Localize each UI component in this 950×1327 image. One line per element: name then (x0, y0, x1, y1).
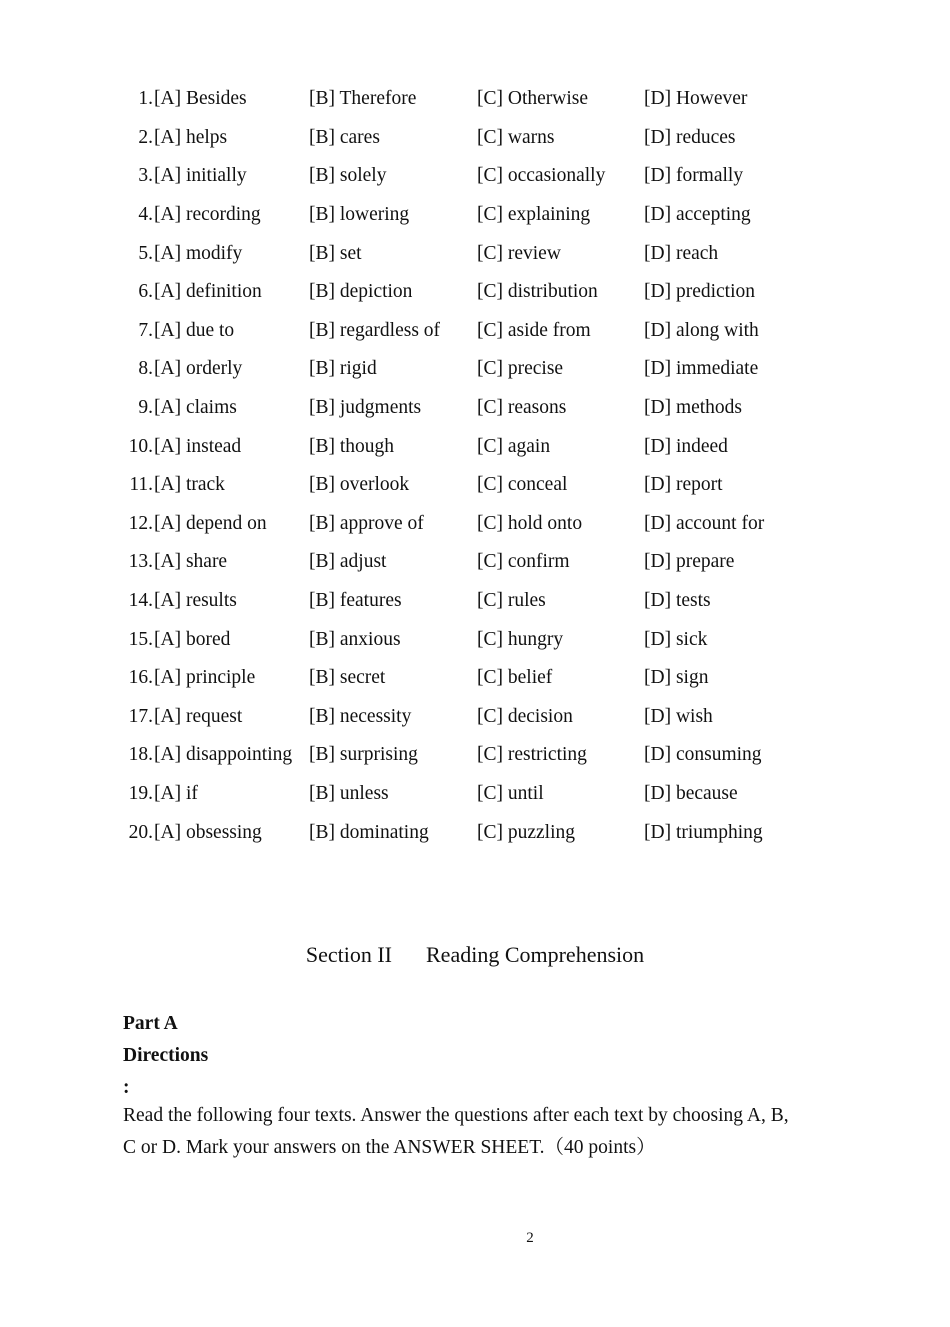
option-a: [A] share (154, 551, 228, 573)
question-number: 18. (128, 744, 153, 766)
option-a: [A] instead (154, 435, 242, 457)
option-c: [C] again (477, 435, 551, 457)
part-a-header (123, 1008, 208, 1104)
option-b: [B] adjust (309, 551, 387, 573)
question-row (123, 273, 823, 312)
option-b: [B] regardless of (309, 319, 441, 341)
question-row (123, 620, 823, 659)
option-d: [D] because (644, 782, 738, 804)
option-c: [C] hold onto (477, 512, 583, 534)
option-a: [A] request (154, 705, 243, 727)
directions-colon: : (123, 1077, 130, 1098)
option-a: [A] if (154, 782, 198, 804)
option-b: [B] solely (309, 165, 387, 187)
section-heading (0, 942, 950, 968)
question-row (123, 813, 823, 852)
option-c: [C] precise (477, 358, 564, 380)
question-row (123, 582, 823, 621)
option-a: [A] results (154, 590, 237, 612)
question-number: 15. (128, 628, 153, 650)
question-number: 6. (138, 281, 153, 303)
option-a: [A] orderly (154, 358, 243, 380)
option-d: [D] report (644, 474, 723, 496)
section-number: Section II (305, 942, 392, 967)
directions-label: Directions (123, 1045, 209, 1066)
question-row (123, 659, 823, 698)
option-d: [D] along with (644, 319, 759, 341)
question-row (123, 389, 823, 428)
question-number: 17. (128, 705, 153, 727)
option-a: [A] depend on (154, 512, 267, 534)
question-number: 2. (138, 126, 153, 148)
option-c: [C] reasons (477, 397, 567, 419)
option-d: [D] consuming (644, 744, 762, 766)
option-a: [A] definition (154, 281, 262, 303)
question-number: 14. (128, 590, 153, 612)
option-d: [D] triumphing (644, 821, 763, 843)
part-label: Part A (123, 1013, 178, 1034)
question-row (123, 312, 823, 351)
option-b: [B] lowering (309, 204, 410, 226)
question-row (123, 234, 823, 273)
question-row (123, 157, 823, 196)
option-a: [A] due to (154, 319, 235, 341)
option-a: [A] disappointing (154, 744, 293, 766)
option-a: [A] bored (154, 628, 231, 650)
option-b: [B] depiction (309, 281, 413, 303)
option-a: [A] obsessing (154, 821, 262, 843)
question-number: 5. (138, 242, 153, 264)
option-d: [D] However (644, 88, 748, 110)
option-d: [D] sign (644, 667, 709, 689)
question-number: 3. (138, 165, 153, 187)
option-b: [B] secret (309, 667, 386, 689)
option-b: [B] overlook (309, 474, 410, 496)
question-row (123, 775, 823, 814)
question-row (123, 543, 823, 582)
option-c: [C] Otherwise (477, 88, 589, 110)
question-number: 8. (138, 358, 153, 380)
option-b: [B] surprising (309, 744, 418, 766)
option-c: [C] puzzling (477, 821, 576, 843)
question-row (123, 466, 823, 505)
option-a: [A] modify (154, 242, 243, 264)
option-c: [C] until (477, 782, 544, 804)
option-c: [C] warns (477, 126, 555, 148)
option-a: [A] initially (154, 165, 247, 187)
option-d: [D] accepting (644, 204, 751, 226)
question-number: 1. (138, 88, 153, 110)
question-row (123, 80, 823, 119)
option-d: [D] tests (644, 590, 711, 612)
question-number: 12. (128, 512, 153, 534)
question-number: 9. (138, 397, 153, 419)
option-b: [B] Therefore (309, 88, 417, 110)
option-b: [B] judgments (309, 397, 422, 419)
question-number: 16. (128, 667, 153, 689)
option-d: [D] reach (644, 242, 719, 264)
option-a: [A] helps (154, 126, 228, 148)
option-b: [B] set (309, 242, 362, 264)
option-c: [C] occasionally (477, 165, 606, 187)
question-number: 4. (138, 204, 153, 226)
question-number: 10. (128, 435, 153, 457)
question-number: 19. (128, 782, 153, 804)
option-d: [D] account for (644, 512, 765, 534)
directions-line-2: C or D. Mark your answers on the ANSWER SHEET.（40 points） (123, 1137, 656, 1158)
option-b: [B] anxious (309, 628, 401, 650)
option-c: [C] hungry (477, 628, 564, 650)
option-a: [A] claims (154, 397, 237, 419)
option-c: [C] explaining (477, 204, 591, 226)
directions-line-1: Read the following four texts. Answer the questions after each text by choosing A, B, (123, 1105, 789, 1126)
option-d: [D] indeed (644, 435, 728, 457)
option-a: [A] Besides (154, 88, 247, 110)
question-row (123, 350, 823, 389)
option-c: [C] review (477, 242, 561, 264)
option-d: [D] prepare (644, 551, 735, 573)
question-number: 20. (128, 821, 153, 843)
option-b: [B] cares (309, 126, 380, 148)
option-b: [B] dominating (309, 821, 429, 843)
option-c: [C] aside from (477, 319, 591, 341)
option-c: [C] confirm (477, 551, 570, 573)
option-b: [B] necessity (309, 705, 412, 727)
option-d: [D] prediction (644, 281, 756, 303)
option-a: [A] recording (154, 204, 261, 226)
directions-text (123, 1100, 833, 1164)
option-d: [D] reduces (644, 126, 736, 148)
option-c: [C] belief (477, 667, 553, 689)
question-row (123, 698, 823, 737)
question-row (123, 736, 823, 775)
option-d: [D] formally (644, 165, 744, 187)
option-b: [B] though (309, 435, 395, 457)
question-number: 7. (138, 319, 153, 341)
option-b: [B] unless (309, 782, 389, 804)
option-c: [C] decision (477, 705, 573, 727)
option-d: [D] wish (644, 705, 713, 727)
option-b: [B] features (309, 590, 402, 612)
question-row (123, 196, 823, 235)
option-a: [A] track (154, 474, 225, 496)
section-name: Reading Comprehension (426, 942, 645, 967)
question-row (123, 505, 823, 544)
question-number: 11. (129, 474, 153, 496)
option-a: [A] principle (154, 667, 256, 689)
option-d: [D] sick (644, 628, 708, 650)
option-b: [B] approve of (309, 512, 424, 534)
option-d: [D] immediate (644, 358, 759, 380)
option-b: [B] rigid (309, 358, 377, 380)
page-number: 2 (526, 1230, 534, 1246)
option-d: [D] methods (644, 397, 743, 419)
question-row (123, 119, 823, 158)
option-c: [C] distribution (477, 281, 598, 303)
option-c: [C] conceal (477, 474, 568, 496)
question-row (123, 427, 823, 466)
question-number: 13. (128, 551, 153, 573)
option-c: [C] restricting (477, 744, 587, 766)
option-c: [C] rules (477, 590, 546, 612)
question-options-list (123, 80, 823, 852)
